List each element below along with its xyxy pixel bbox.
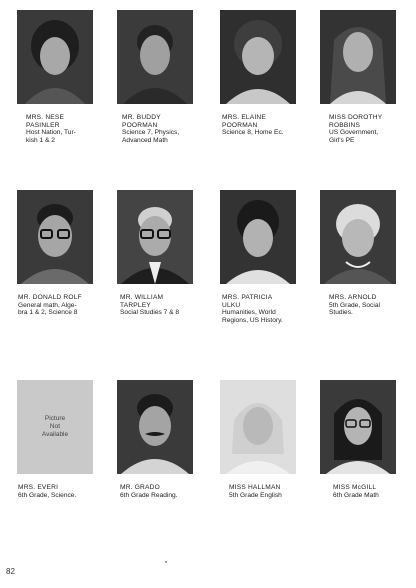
caption-grado — [120, 484, 210, 499]
portrait-photo-arnold — [320, 190, 396, 284]
portrait-photo-pasinler — [17, 10, 93, 104]
teacher-subjects: Science 8, Home Ec. — [222, 129, 284, 137]
teacher-subjects: 6th Grade, Science. — [18, 491, 77, 499]
teacher-name: MISS HALLMAN — [229, 484, 281, 491]
teacher-name: MISS McGILL — [333, 484, 377, 491]
teacher-subjects: Science 7, Physics, Advanced Math — [122, 129, 180, 144]
caption-buddy-poorman — [122, 114, 212, 144]
teacher-subjects: US Government, Girl's PE — [329, 129, 379, 144]
teacher-name: MRS. PATRICIA ULKU — [222, 294, 273, 309]
teacher-subjects: 6th Grade Math — [333, 491, 379, 499]
portrait-photo-robbins — [320, 10, 396, 104]
teacher-name: MR. DONALD ROLF — [18, 294, 82, 301]
teacher-name: MR. WILLIAM TARPLEY — [120, 294, 164, 309]
placeholder-text: Picture Not Available — [41, 415, 69, 438]
teacher-subjects: General math, Alge- bra 1 & 2, Science 8 — [18, 301, 78, 317]
portrait-photo-grado — [117, 380, 193, 474]
portrait-photo-ulku — [220, 190, 296, 284]
caption-robbins — [329, 114, 416, 144]
teacher-name: MRS. NESE PASINLER — [26, 114, 65, 129]
portrait-photo-rolf — [17, 190, 93, 284]
teacher-subjects: Social Studies 7 & 8 — [120, 309, 180, 317]
teacher-name: MR. BUDDY POORMAN — [122, 114, 161, 129]
teacher-subjects: 6th Grade Reading. — [120, 491, 178, 499]
caption-mcgill — [333, 484, 416, 499]
teacher-name: MRS. EVERI — [18, 484, 59, 491]
caption-ulku — [222, 294, 312, 324]
teacher-name: MRS. ARNOLD — [329, 294, 377, 301]
portrait-photo-hallman — [220, 380, 296, 474]
page-number: 82 — [6, 567, 15, 576]
teacher-name: MR. GRADO — [120, 484, 160, 491]
picture-not-available-box — [17, 380, 93, 474]
teacher-subjects: 5th Grade English — [229, 491, 282, 499]
teacher-subjects: Humanities, World Regions, US History. — [222, 309, 283, 324]
caption-pasinler — [26, 114, 116, 144]
teacher-subjects: Host Nation, Tur- kish 1 & 2 — [26, 129, 76, 144]
caption-elaine-poorman — [222, 114, 312, 137]
caption-rolf — [18, 294, 108, 317]
print-speck — [165, 561, 167, 563]
teacher-name: MISS DOROTHY ROBBINS — [329, 114, 383, 129]
portrait-photo-tarpley — [117, 190, 193, 284]
portrait-photo-buddy-poorman — [117, 10, 193, 104]
caption-hallman — [229, 484, 319, 499]
teacher-subjects: 5th Grade, Social Studies. — [329, 301, 380, 317]
portrait-photo-mcgill — [320, 380, 396, 474]
portrait-photo-elaine-poorman — [220, 10, 296, 104]
caption-everi — [18, 484, 108, 499]
caption-tarpley — [120, 294, 210, 317]
caption-arnold — [329, 294, 416, 317]
teacher-name: MRS. ELAINE POORMAN — [222, 114, 266, 129]
